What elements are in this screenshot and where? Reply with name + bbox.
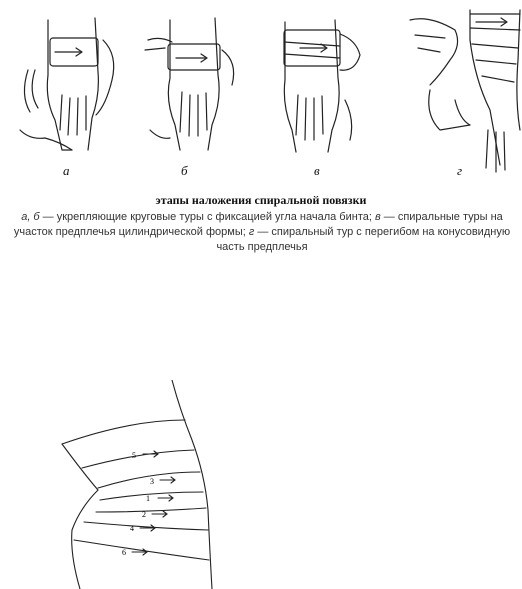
caption-part3-text: — спиральный тур с перегибом на конусовидную часть предплечья [216,226,511,253]
tour-5-upper [62,420,185,444]
caption-part1-letters: а, б [21,211,40,223]
tour-number-2: 2 [142,510,146,519]
tour-6-edge [74,540,209,560]
tour-3-edge [98,472,200,488]
tour-number-5: 5 [132,451,136,460]
panel-d-illustration [410,10,520,172]
tour-4-edge [84,522,208,530]
tour-number-6: 6 [122,548,126,557]
spiral-bandage-stages-figure [0,0,522,190]
caption-part2-text: — спиральные туры на участок предплечья цилиндрической формы; [13,211,503,238]
panel-c-illustration [284,20,360,152]
tour-number-4: 4 [130,524,134,533]
knee-bandage-diagram [0,380,300,589]
panel-a-illustration [20,18,114,150]
caption-part3-letter: г [248,226,255,238]
panel-label-b: б [181,163,188,178]
limb-contour-lower [72,530,80,589]
tour-2-edge [96,508,206,512]
tour-number-1: 1 [146,494,150,503]
tour-number-3: 3 [150,477,154,486]
tour-1-edge [100,492,203,500]
limb-contour-back [62,444,98,530]
panel-b-illustration [145,18,234,150]
panel-label-a: а [63,163,70,178]
panel-label-d: г [457,163,463,178]
figure-title: этапы наложения спиральной повязки [155,193,367,207]
caption-part1-text: — укрепляющие круговые туры с фиксацией угла начала бинта; [39,211,375,223]
figure-caption [12,210,512,255]
panel-label-c: в [314,163,320,178]
caption-part2-letter: в [374,211,381,223]
tour-5-lower [82,450,194,468]
